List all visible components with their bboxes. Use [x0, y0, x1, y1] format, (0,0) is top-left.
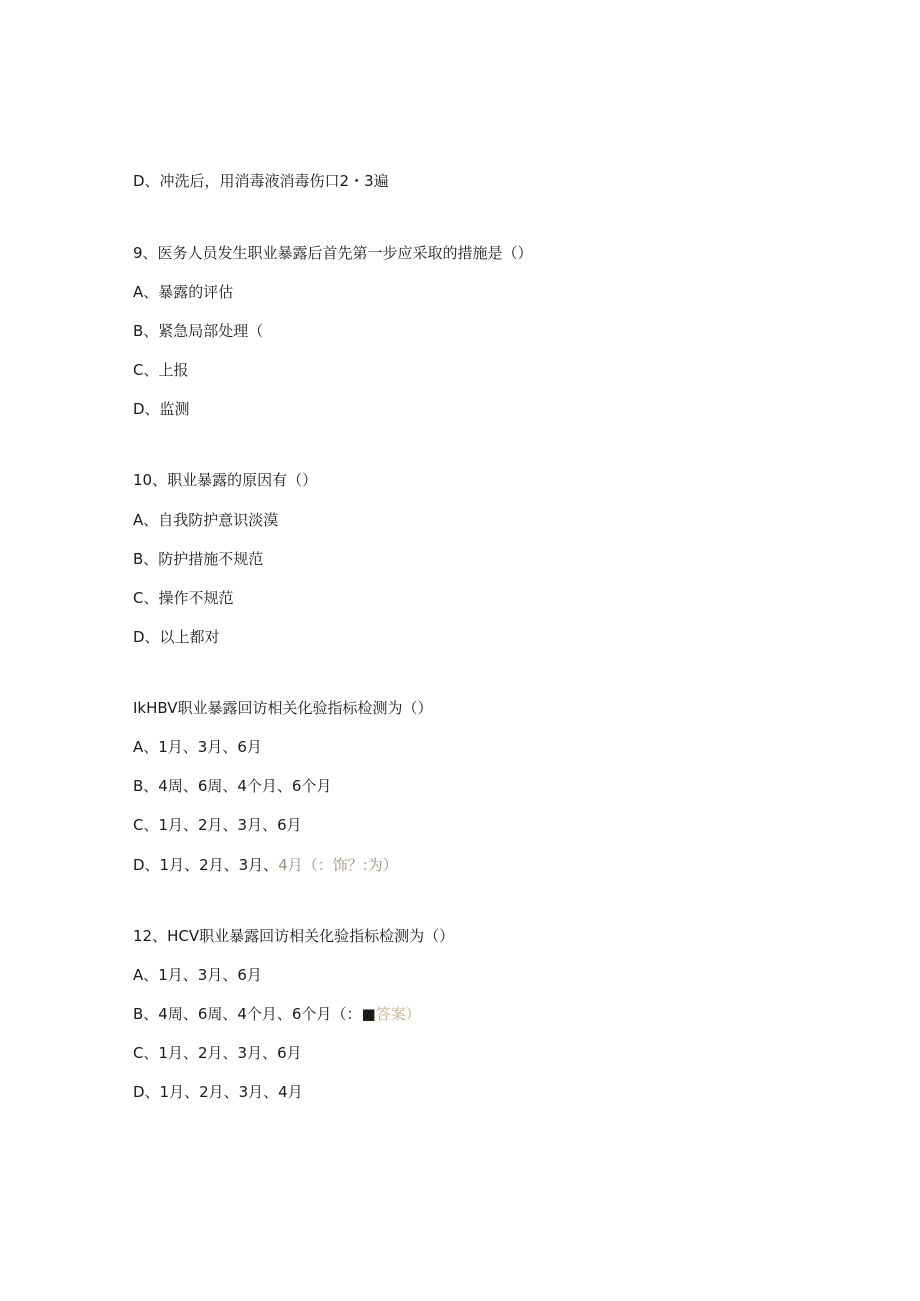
q10-option-c: C、操作不规范: [133, 589, 234, 607]
q12-question: 12、HCV职业暴露回访相关化验指标检测为（）: [133, 927, 455, 945]
q11-option-d-tail: 4月（：饰？:为）: [278, 856, 398, 874]
q11-option-d: [133, 855, 398, 875]
q11-option-b: B、4周、6周、4个月、6个月: [133, 777, 332, 795]
q12-option-a: A、1月、3月、6月: [133, 966, 262, 984]
q11-option-a: A、1月、3月、6月: [133, 738, 262, 756]
q12-option-d: D、1月、2月、3月、4月: [133, 1083, 303, 1101]
q10-question: 10、职业暴露的原因有（）: [133, 471, 318, 489]
q9-option-a: A、暴露的评估: [133, 283, 234, 301]
q11-question: IkHBV职业暴露回访相关化验指标检测为（）: [133, 699, 433, 717]
q9-question: 9、医务人员发生职业暴露后首先第一步应采取的措施是（）: [133, 244, 533, 262]
q10-option-d: D、以上都对: [133, 628, 220, 646]
q9-option-c: C、上报: [133, 361, 189, 379]
q12-option-b: [133, 1004, 421, 1024]
q9-option-b: B、紧急局部处理（: [133, 322, 264, 340]
q11-option-c: C、1月、2月、3月、6月: [133, 816, 302, 834]
q12-option-c: C、1月、2月、3月、6月: [133, 1044, 302, 1062]
q12-option-b-answer: 答案）: [375, 1005, 421, 1023]
q9-option-d: D、监测: [133, 400, 190, 418]
q10-option-b: B、防护措施不规范: [133, 550, 264, 568]
q8-option-d: D、冲洗后，用消毒液消毒伤口2・3遍: [133, 172, 389, 190]
q11-option-d-main: D、1月、2月、3月、: [133, 856, 279, 874]
q12-option-b-main: B、4周、6周、4个月、6个月（：■: [133, 1005, 376, 1023]
q10-option-a: A、自我防护意识淡漠: [133, 511, 279, 529]
